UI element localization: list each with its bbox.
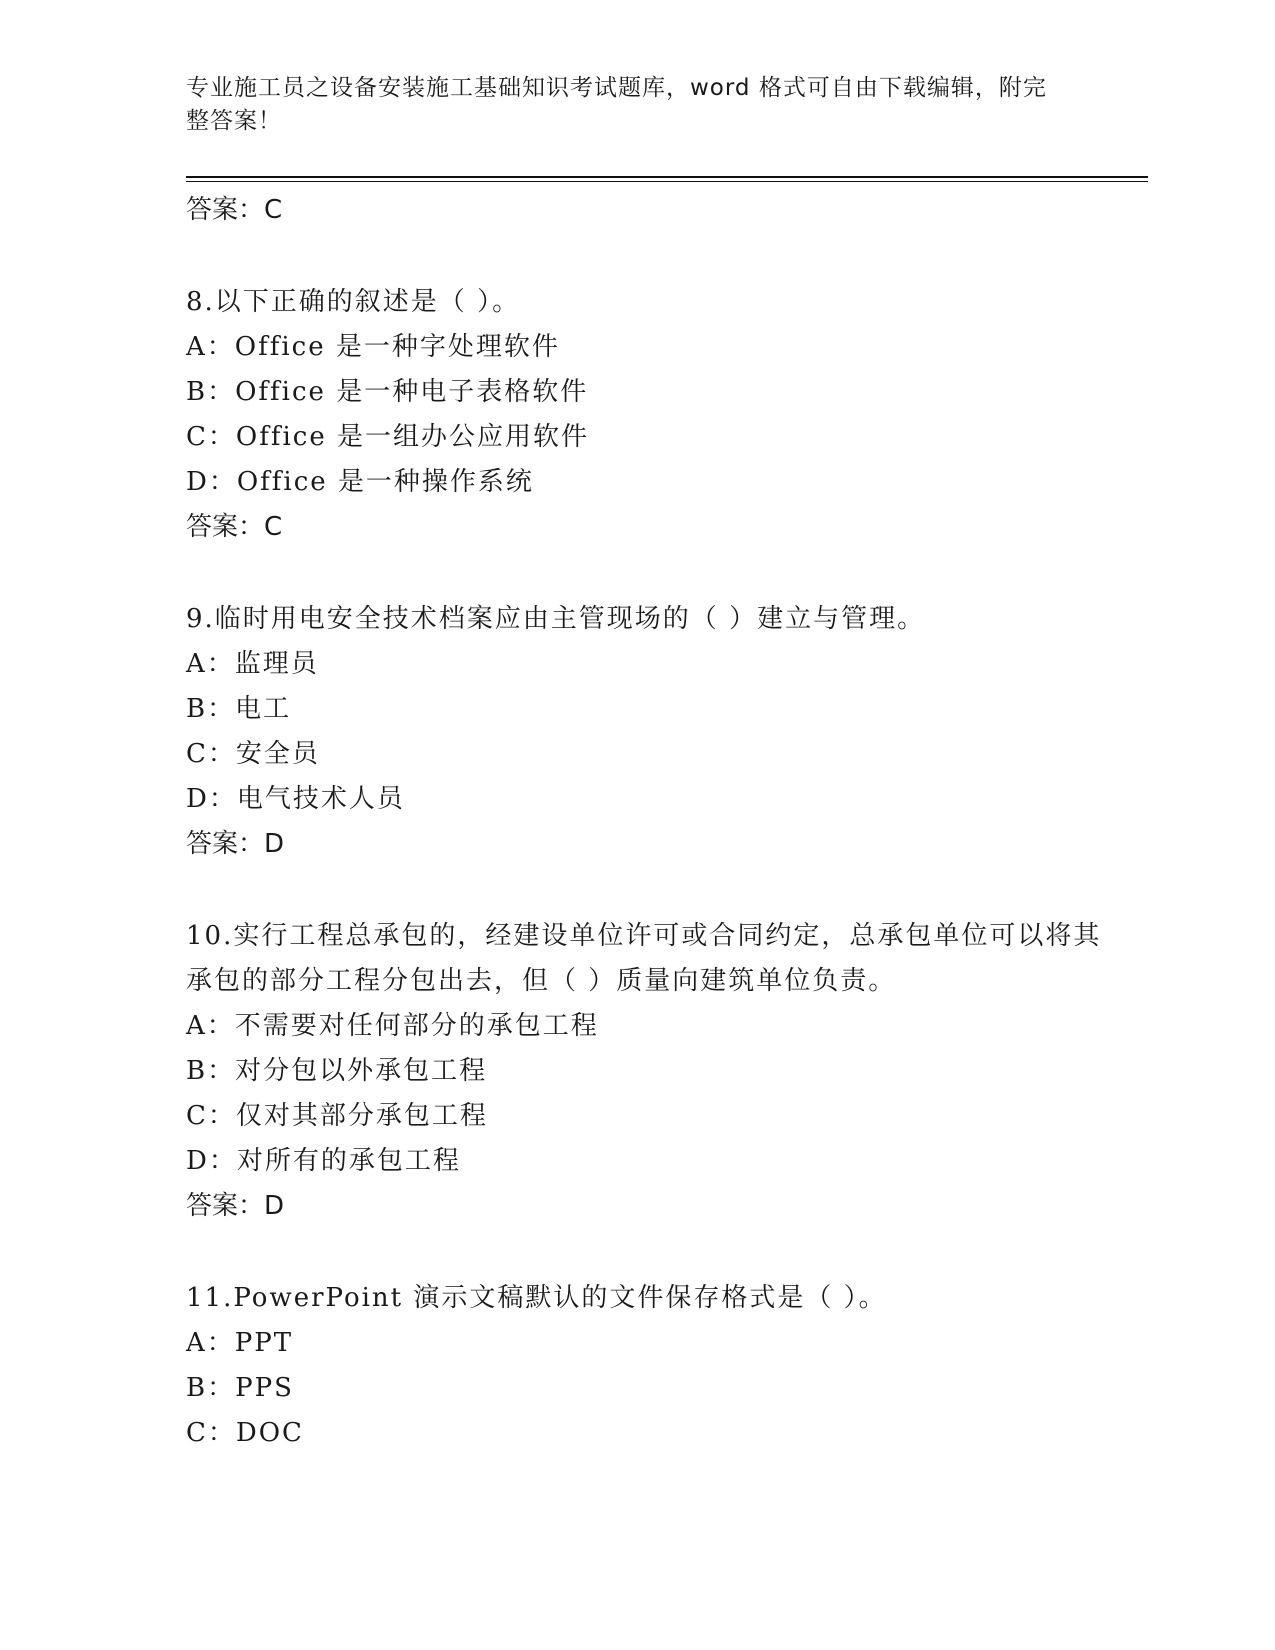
question-block	[186, 280, 1126, 550]
option-a: A：Office 是一种字处理软件	[186, 332, 560, 362]
question-block	[186, 1276, 1126, 1456]
answer-line: 答案：D	[186, 1191, 285, 1221]
option-d: D：Office 是一种操作系统	[186, 467, 534, 497]
option-c: C：安全员	[186, 739, 320, 769]
spacer	[186, 867, 1126, 914]
spacer	[186, 550, 1126, 597]
question-list	[186, 188, 1126, 1456]
option-a: A：PPT	[186, 1328, 294, 1358]
answer-line: 答案：C	[186, 195, 283, 225]
option-b: B：对分包以外承包工程	[186, 1056, 488, 1086]
spacer	[186, 1229, 1126, 1276]
option-a: A：监理员	[186, 649, 319, 679]
header-divider	[186, 176, 1148, 178]
question-stem: 9.临时用电安全技术档案应由主管现场的（ ）建立与管理。	[186, 604, 926, 634]
option-c: C：Office 是一组办公应用软件	[186, 422, 589, 452]
option-b: B：Office 是一种电子表格软件	[186, 377, 589, 407]
question-stem: 10.实行工程总承包的，经建设单位许可或合同约定，总承包单位可以将其承包的部分工程分包出去，但（ ）质量向建筑单位负责。	[186, 921, 1102, 996]
option-d: D：对所有的承包工程	[186, 1146, 461, 1176]
question-stem: 8.以下正确的叙述是（ ）。	[186, 287, 521, 317]
option-c: C：DOC	[186, 1418, 304, 1448]
option-d: D：电气技术人员	[186, 784, 405, 814]
option-c: C：仅对其部分承包工程	[186, 1101, 488, 1131]
question-block	[186, 914, 1126, 1229]
answer-line: 答案：C	[186, 512, 283, 542]
question-stem: 11.PowerPoint 演示文稿默认的文件保存格式是（ ）。	[186, 1283, 887, 1313]
spacer	[186, 233, 1126, 280]
document-header: 专业施工员之设备安装施工基础知识考试题库，word 格式可自由下载编辑，附完整答案！	[186, 75, 1047, 134]
question-block	[186, 597, 1126, 867]
header-divider-thin	[186, 181, 1148, 182]
answer-line: 答案：D	[186, 829, 285, 859]
option-b: B：电工	[186, 694, 292, 724]
option-a: A：不需要对任何部分的承包工程	[186, 1011, 599, 1041]
option-b: B：PPS	[186, 1373, 294, 1403]
